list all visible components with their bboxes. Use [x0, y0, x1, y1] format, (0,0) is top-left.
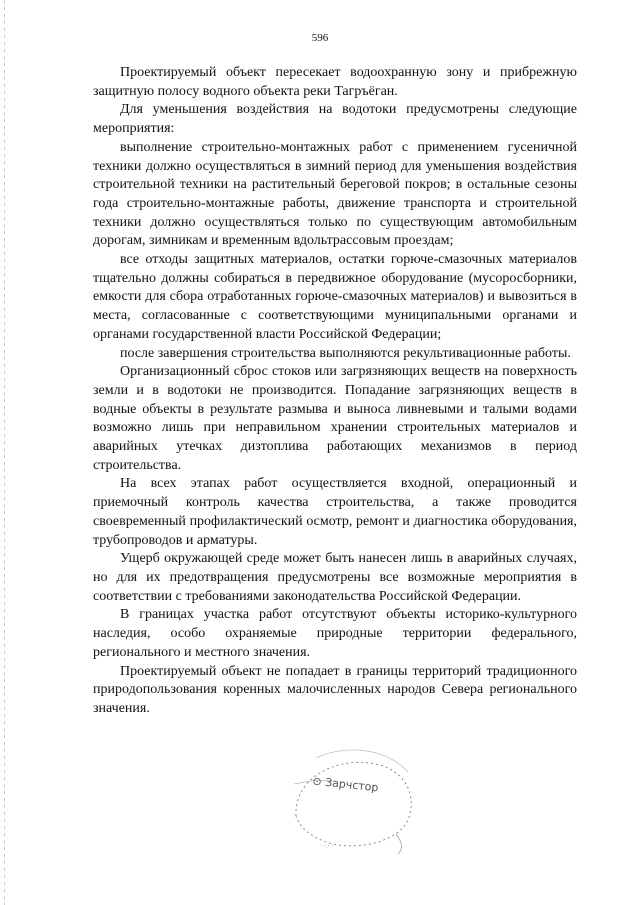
svg-text:· ·.· ·: · ·.· ·	[320, 843, 334, 850]
paragraph-discharge: Организационный сброс стоков или загрязняющих веществ на поверхность земли и в водотоки не производится. Попадание загрязняющих веществ в водные объекты в результате размыва и выноса ливневыми и талыми водами возможно лишь при неправильном хранении строительных материалов и аварийных утечках дизтоплива работающих механизмов в период строительства.	[93, 364, 577, 473]
paragraph-waste-collection: все отходы защитных материалов, остатки горюче-смазочных материалов тщательно должны собираться в передвижное оборудование (мусоросборники, емкости для сбора отработанных горюче-смазочных материалов) и вывозиться в места, согласованные с соответствующими муниципальными органами и органами государственной власти Российской Федерации;	[93, 252, 577, 342]
paragraph-damage: Ущерб окружающей среде может быть нанесен лишь в аварийных случаях, но для их предотвращения предусмотрены все возможные мероприятия в соответствии с требованиями законодательства Российской Федерации.	[93, 551, 577, 604]
paragraph-indigenous-territories: Проектируемый объект не попадает в границы территорий традиционного природопользования коренных малочисленных народов Севера регионального значения.	[93, 663, 577, 716]
paragraph-heritage: В границах участка работ отсутствуют объекты историко-культурного наследия, особо охраняемые природные территории федерального, регионального и местного значения.	[93, 607, 577, 660]
paragraph-recultivation: после завершения строительства выполняются рекультивационные работы.	[120, 345, 571, 361]
document-body	[93, 64, 577, 719]
page-edge-rule	[4, 0, 5, 905]
paragraph-winter-works: выполнение строительно-монтажных работ с применением гусеничной техники должно осуществляться в зимний период для уменьшения воздействия строительной техники на растительный береговой покров; в остальные сезоны года строительно-монтажные работы, движение транспорта и строительной техники должно осуществляться только по существующим автомобильным дорогам, зимникам и временным вдольтрассовым проездам;	[93, 139, 577, 249]
stamp-seal	[276, 738, 426, 858]
svg-text:⊙ Зарчстор: ⊙ Зарчстор	[311, 774, 380, 795]
page-number: 596	[311, 32, 329, 44]
paragraph-water-zone: Проектируемый объект пересекает водоохранную зону и прибрежную защитную полосу водного объекта реки Тагръёган.	[93, 65, 577, 99]
paragraph-measures-intro: Для уменьшения воздействия на водотоки предусмотрены следующие мероприятия:	[93, 102, 577, 137]
paragraph-quality-control: На всех этапах работ осуществляется входной, операционный и приемочный контроль качества строительства, а также проводится своевременный профилактический осмотр, ремонт и диагностика оборудования, трубопроводов и арматуры.	[93, 476, 577, 548]
